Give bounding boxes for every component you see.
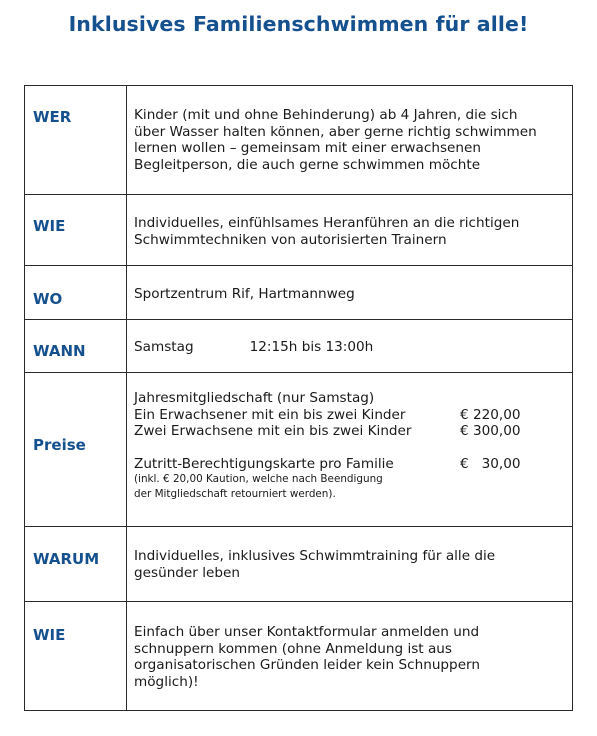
- text-line: Sportzentrum Rif, Hartmannweg: [134, 286, 355, 302]
- note-line: (inkl. € 20,00 Kaution, welche nach Beendigung: [134, 473, 383, 485]
- price-amount: € 300,00: [460, 423, 521, 439]
- row-value: [127, 602, 573, 711]
- key-label: WIE: [33, 626, 66, 644]
- text-line: Schwimmtechniken von autorisierten Trainern: [134, 231, 447, 248]
- price-row: [134, 423, 566, 440]
- text-line: [134, 339, 566, 356]
- row-key: [25, 266, 127, 320]
- price-amount: € 220,00: [460, 406, 521, 423]
- row-value: [127, 373, 573, 527]
- text-line: lernen wollen – gemeinsam mit einer erwachsenen: [134, 140, 482, 156]
- text-line: schnuppern kommen (ohne Anmeldung ist aus: [134, 640, 452, 657]
- table-row: [25, 266, 573, 320]
- key-label: WANN: [33, 342, 86, 360]
- row-value: [127, 266, 573, 320]
- price-row: [134, 407, 566, 424]
- key-label: Preise: [33, 436, 86, 454]
- text-line: Individuelles, einfühlsames Heranführen an die richtigen: [134, 215, 520, 231]
- price-label: Zwei Erwachsene mit ein bis zwei Kinder: [134, 423, 412, 439]
- row-value: [127, 527, 573, 602]
- key-label: WIE: [33, 217, 66, 235]
- table-row: [25, 373, 573, 527]
- key-label: WARUM: [33, 550, 100, 568]
- row-key: [25, 373, 127, 527]
- row-key: [25, 86, 127, 195]
- text-line: über Wasser halten können, aber gerne richtig schwimmen: [134, 123, 537, 140]
- row-value: [127, 195, 573, 266]
- row-key: [25, 195, 127, 266]
- table-row: [25, 195, 573, 266]
- text-line: Jahresmitgliedschaft (nur Samstag): [134, 390, 375, 406]
- table-row: [25, 527, 573, 602]
- day-label: Samstag: [134, 339, 194, 355]
- row-value: [127, 86, 573, 195]
- price-amount: € 30,00: [460, 455, 521, 472]
- price-row: [134, 456, 566, 473]
- key-label: WER: [33, 108, 72, 126]
- time-label: 12:15h bis 13:00h: [249, 339, 374, 355]
- key-label: WO: [33, 290, 63, 308]
- text-line: möglich)!: [134, 673, 199, 690]
- text-line: gesünder leben: [134, 564, 240, 581]
- info-table: [24, 85, 573, 711]
- note-line: der Mitgliedschaft retourniert werden).: [134, 487, 336, 500]
- text-line: Begleitperson, die auch gerne schwimmen möchte: [134, 156, 481, 173]
- row-key: [25, 320, 127, 373]
- text-line: Individuelles, inklusives Schwimmtraining für alle die: [134, 548, 496, 564]
- table-row: [25, 602, 573, 711]
- row-key: [25, 527, 127, 602]
- row-key: [25, 602, 127, 711]
- row-value: [127, 320, 573, 373]
- table-row: [25, 86, 573, 195]
- price-label: Zutritt-Berechtigungskarte pro Familie: [134, 455, 394, 472]
- page-title: Inklusives Familienschwimmen für alle!: [68, 12, 529, 36]
- text-line: organisatorischen Gründen leider kein Schnuppern: [134, 657, 481, 673]
- table-row: [25, 320, 573, 373]
- price-label: Ein Erwachsener mit ein bis zwei Kinder: [134, 406, 406, 423]
- text-line: Einfach über unser Kontaktformular anmelden und: [134, 624, 480, 640]
- text-line: Kinder (mit und ohne Behinderung) ab 4 Jahren, die sich: [134, 107, 518, 123]
